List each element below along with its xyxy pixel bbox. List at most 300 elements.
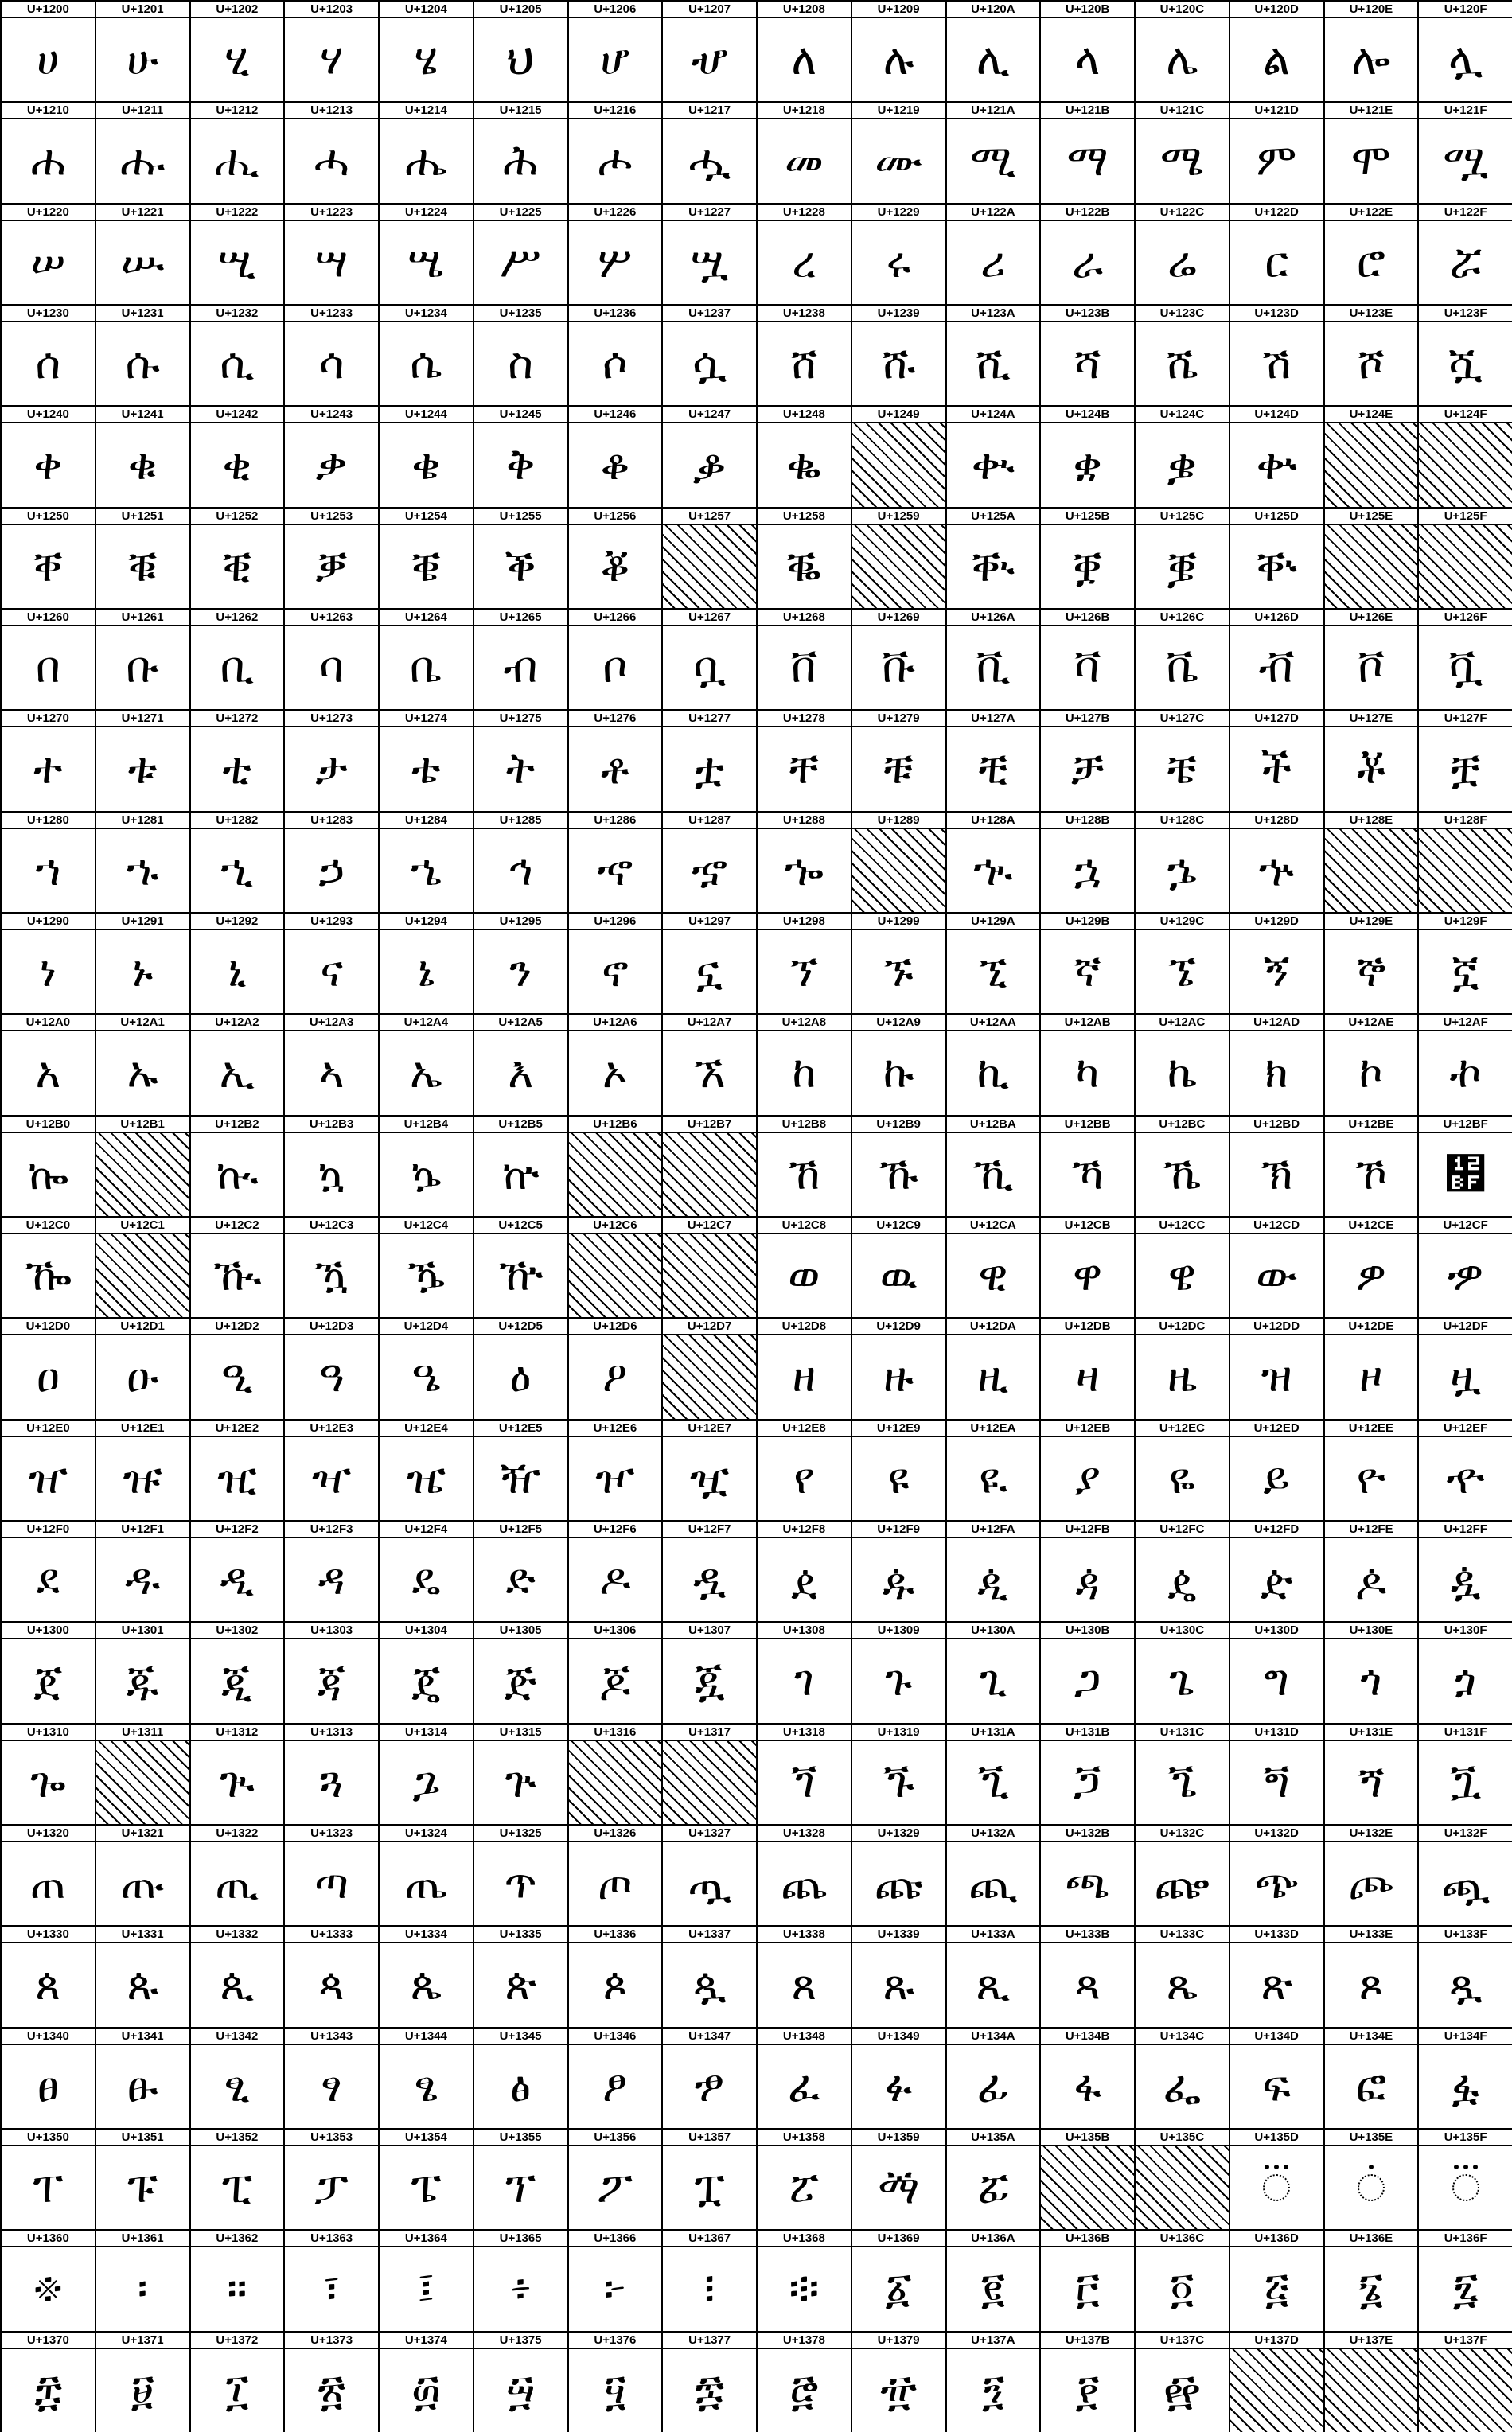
code-cell [945,405,1042,508]
code-cell [95,1317,191,1420]
code-cell [1417,811,1512,914]
ethiopic-glyph: እ [508,1047,534,1098]
code-point-label: U+12E6 [569,1421,662,1437]
ethiopic-glyph: ጁ [126,1655,159,1706]
ethiopic-glyph: ጣ [314,1858,349,1909]
code-point-label: U+1232 [191,306,284,322]
ethiopic-glyph: ፴ [411,2364,441,2415]
ethiopic-glyph: ፡ [137,2263,148,2314]
code-cell [283,1621,380,1724]
code-cell [283,1824,380,1927]
code-point-label: U+1308 [758,1623,851,1639]
code-point-label: U+12ED [1230,1421,1323,1437]
ethiopic-glyph: ፎ [1355,2060,1386,2111]
code-cell [189,1115,286,1218]
code-cell [567,1925,664,2028]
code-cell [945,1013,1042,1116]
ethiopic-glyph: ሽ [1261,338,1292,389]
code-cell [0,811,96,914]
code-point-label: U+1270 [2,711,95,727]
code-cell [1039,912,1136,1015]
ethiopic-glyph: ዚ [977,1351,1009,1402]
unassigned-hatch [1419,2349,1512,2432]
ethiopic-glyph: ፫ [1075,2263,1100,2314]
ethiopic-glyph: ፍ [1262,2060,1291,2111]
code-cell [1229,2229,1325,2332]
ethiopic-glyph: ሰ [35,338,61,389]
ethiopic-glyph: ቛ [1073,540,1103,591]
ethiopic-glyph: ሳ [318,338,345,389]
ethiopic-glyph: ዋ [1073,1250,1103,1301]
code-point-label: U+1344 [380,2029,473,2045]
code-cell [756,912,852,1015]
ethiopic-glyph: ኅ [508,844,533,895]
ethiopic-glyph: ሁ [127,34,159,85]
unassigned-hatch [663,525,756,608]
code-cell [1417,304,1512,407]
code-cell [756,2331,852,2432]
ethiopic-glyph: ፶ [603,2364,626,2415]
ethiopic-glyph: ቂ [222,439,252,490]
code-point-label: U+1211 [96,103,189,119]
code-point-label: U+1309 [852,1623,945,1639]
ethiopic-glyph: ኚ [979,946,1007,997]
ethiopic-glyph: ጺ [976,1959,1011,2010]
ethiopic-glyph: ዿ [1450,1554,1481,1605]
ethiopic-glyph: ዬ [1168,1452,1195,1503]
code-cell [1039,1216,1136,1319]
ethiopic-glyph: የ [793,1452,815,1503]
code-point-label: U+12BB [1041,1117,1134,1133]
code-cell [1134,1621,1230,1724]
code-cell [756,1419,852,1522]
ethiopic-glyph: ኲ [216,1148,259,1199]
code-point-label: U+1331 [96,1927,189,1943]
code-point-label: U+126B [1041,610,1134,626]
code-cell [661,1520,758,1623]
code-cell [756,1520,852,1623]
code-cell [1229,2331,1325,2432]
code-point-label: U+1225 [474,205,567,221]
ethiopic-glyph: ዅ [497,1250,544,1301]
combining-mark-glyph [1419,2146,1512,2229]
ethiopic-glyph: ፷ [694,2364,725,2415]
code-point-label: U+1281 [96,813,189,829]
code-cell [945,1115,1042,1218]
code-point-label: U+1231 [96,306,189,322]
code-cell [473,1723,569,1826]
code-point-label: U+1242 [191,407,284,423]
ethiopic-glyph: ቷ [695,743,725,794]
ethiopic-glyph: ጢ [215,1858,259,1909]
code-point-label: U+1292 [191,914,284,930]
code-point-label: U+1355 [474,2130,567,2146]
ethiopic-glyph: ኼ [1163,1148,1202,1199]
code-cell [661,1216,758,1319]
code-point-label: U+1249 [852,407,945,423]
ethiopic-glyph: በ [35,642,60,693]
code-cell [1229,507,1325,610]
ethiopic-glyph: ዃ [314,1250,349,1301]
code-point-label: U+1267 [663,610,756,626]
code-point-label: U+1370 [2,2333,95,2349]
code-point-label: U+1213 [285,103,378,119]
ethiopic-glyph: ዌ [1167,1250,1197,1301]
code-cell [1323,608,1420,711]
code-point-label: U+12BE [1325,1117,1418,1133]
ethiopic-glyph: ፓ [314,2162,349,2213]
ethiopic-glyph: ደ [36,1554,60,1605]
code-point-label: U+12D9 [852,1319,945,1335]
code-point-label: U+1218 [758,103,851,119]
code-cell [189,1216,286,1319]
code-point-label: U+124F [1419,407,1512,423]
code-point-label: U+1271 [96,711,189,727]
ethiopic-glyph: ቑ [127,540,158,591]
code-cell [756,1925,852,2028]
code-point-label: U+1379 [852,2333,945,2349]
code-point-label: U+12EF [1419,1421,1512,1437]
code-point-label: U+1228 [758,205,851,221]
code-cell [945,1216,1042,1319]
code-cell [945,507,1042,610]
code-cell [851,203,947,306]
ethiopic-glyph: ኹ [879,1148,918,1199]
code-cell [661,101,758,204]
code-point-label: U+137B [1041,2333,1134,2349]
ethiopic-glyph: ፰ [33,2364,63,2415]
ethiopic-glyph: ቼ [1167,743,1197,794]
ethiopic-glyph: ቋ [1073,439,1102,490]
unassigned-hatch [663,1741,756,1824]
code-cell [0,2027,96,2130]
code-cell [95,1216,191,1319]
ethiopic-glyph: ዷ [693,1554,727,1605]
code-cell [661,1419,758,1522]
code-point-label: U+1319 [852,1725,945,1741]
ethiopic-glyph: ፸ [789,2364,819,2415]
code-cell [756,101,852,204]
ethiopic-glyph: ኈ [784,844,824,895]
code-cell [1323,304,1420,407]
code-cell [283,405,380,508]
code-cell [189,1520,286,1623]
code-cell [378,1115,474,1218]
ethiopic-glyph: ሌ [1166,34,1198,85]
code-point-label: U+1310 [2,1725,95,1741]
code-point-label: U+134A [947,2029,1040,2045]
code-cell [756,1824,852,1927]
code-point-label: U+1341 [96,2029,189,2045]
code-point-label: U+12C7 [663,1218,756,1234]
code-point-label: U+12BC [1136,1117,1229,1133]
code-cell [1417,1520,1512,1623]
unassigned-hatch [1419,525,1512,608]
code-cell [1134,1925,1230,2028]
code-cell [1229,203,1325,306]
code-cell [1134,405,1230,508]
code-point-label: U+1375 [474,2333,567,2349]
code-cell [1323,1925,1420,2028]
code-point-label: U+12B1 [96,1117,189,1133]
code-cell [1134,2331,1230,2432]
code-point-label: U+1362 [191,2231,284,2247]
code-cell [283,101,380,204]
ethiopic-glyph: ጬ [1154,1858,1210,1909]
code-point-label: U+123A [947,306,1040,322]
code-point-label: U+12B6 [569,1117,662,1133]
code-cell [0,1925,96,2028]
code-cell [661,1824,758,1927]
code-point-label: U+1297 [663,914,756,930]
ethiopic-glyph: ዕ [509,1351,532,1402]
code-cell [95,1723,191,1826]
code-point-label: U+1219 [852,103,945,119]
code-point-label: U+1204 [380,2,473,18]
ethiopic-glyph: ጯ [1441,1858,1491,1909]
code-cell [95,608,191,711]
ethiopic-glyph: ፑ [127,2162,158,2213]
ethiopic-glyph: ዛ [1075,1351,1100,1402]
ethiopic-glyph: ገ [794,1655,814,1706]
code-cell [95,0,191,103]
code-point-label: U+1366 [569,2231,662,2247]
code-cell [567,709,664,812]
code-cell [95,304,191,407]
code-point-label: U+120A [947,2,1040,18]
ethiopic-glyph: ጎ [1360,1655,1382,1706]
ethiopic-glyph: ቔ [411,540,441,591]
code-point-label: U+1255 [474,509,567,525]
code-point-label: U+12F6 [569,1522,662,1538]
ethiopic-glyph: ዔ [411,1351,441,1402]
ethiopic-glyph: ሆ [600,34,630,85]
code-cell [567,1419,664,1522]
code-point-label: U+1290 [2,914,95,930]
dotted-circle-placeholder [1452,2174,1479,2201]
code-point-label: U+12CB [1041,1218,1134,1234]
ethiopic-glyph: ኗ [696,946,723,997]
code-cell [0,709,96,812]
code-cell [1039,1520,1136,1623]
code-cell [473,1824,569,1927]
code-point-label: U+130F [1419,1623,1512,1639]
code-point-label: U+1224 [380,205,473,221]
code-point-label: U+132A [947,1826,1040,1842]
code-point-label: U+12AA [947,1015,1040,1031]
code-point-label: U+122A [947,205,1040,221]
code-point-label: U+1268 [758,610,851,626]
code-point-label: U+131C [1136,1725,1229,1741]
ethiopic-glyph: ፁ [127,2060,158,2111]
ethiopic-glyph: ፃ [321,2060,342,2111]
code-point-label: U+1377 [663,2333,756,2349]
code-cell [851,304,947,407]
code-cell [851,1925,947,2028]
code-point-label: U+1253 [285,509,378,525]
ethiopic-glyph: ኺ [972,1148,1014,1199]
code-point-label: U+136D [1230,2231,1323,2247]
code-point-label: U+1261 [96,610,189,626]
code-point-label: U+12A8 [758,1015,851,1031]
ethiopic-glyph: ቪ [976,642,1011,693]
code-point-label: U+1295 [474,914,567,930]
code-point-label: U+1302 [191,1623,284,1639]
code-point-label: U+1321 [96,1826,189,1842]
code-cell [189,1723,286,1826]
code-point-label: U+1215 [474,103,567,119]
ethiopic-glyph: ዻ [1075,1554,1100,1605]
ethiopic-glyph: ጸ [791,1959,817,2010]
code-cell [945,2027,1042,2130]
ethiopic-glyph: ፈ [788,2060,820,2111]
code-cell [661,1723,758,1826]
code-point-label: U+1233 [285,306,378,322]
ethiopic-glyph: ዙ [883,1351,914,1402]
code-cell [283,304,380,407]
code-cell [189,405,286,508]
code-point-label: U+1329 [852,1826,945,1842]
code-point-label: U+1275 [474,711,567,727]
code-cell [567,1824,664,1927]
code-point-label: U+121A [947,103,1040,119]
code-point-label: U+1263 [285,610,378,626]
code-point-label: U+136A [947,2231,1040,2247]
code-cell [945,912,1042,1015]
code-cell [661,405,758,508]
ethiopic-glyph: ሜ [1159,135,1204,186]
code-cell [1229,1115,1325,1218]
code-point-label: U+132F [1419,1826,1512,1842]
ethiopic-glyph: ዓ [318,1351,345,1402]
code-point-label: U+1293 [285,914,378,930]
ethiopic-glyph: ሤ [407,236,445,287]
ethiopic-glyph: ቕ [505,540,536,591]
ethiopic-glyph: ው [1256,1250,1298,1301]
unassigned-hatch [852,829,945,912]
code-cell [851,811,947,914]
ethiopic-glyph: ቹ [883,743,914,794]
ethiopic-glyph: ፐ [33,2162,64,2213]
code-point-label: U+12DD [1230,1319,1323,1335]
code-cell [756,2229,852,2332]
code-cell [851,709,947,812]
code-point-label: U+122F [1419,205,1512,221]
code-point-label: U+1280 [2,813,95,829]
ethiopic-glyph: ፩ [885,2263,912,2314]
code-cell [567,304,664,407]
code-cell [1417,2027,1512,2130]
ethiopic-glyph: ኮ [1358,1047,1383,1098]
ethiopic-glyph: ፨ [789,2263,820,2314]
ethiopic-glyph: ሏ [1448,34,1483,85]
code-cell [567,1317,664,1420]
ethiopic-glyph: ኁ [126,844,159,895]
code-point-label: U+134E [1325,2029,1418,2045]
code-point-label: U+1276 [569,711,662,727]
code-point-label: U+1343 [285,2029,378,2045]
code-cell [1323,2128,1420,2231]
code-cell [473,0,569,103]
code-cell [95,2027,191,2130]
code-cell [1417,608,1512,711]
ethiopic-glyph: ቧ [693,642,726,693]
code-point-label: U+1241 [96,407,189,423]
code-point-label: U+12CD [1230,1218,1323,1234]
ethiopic-glyph: ጧ [688,1858,731,1909]
ethiopic-glyph: ኑ [132,946,154,997]
ethiopic-glyph: ፔ [411,2162,442,2213]
code-cell [378,1013,474,1116]
code-point-label: U+1252 [191,509,284,525]
code-cell [1417,1115,1512,1218]
code-cell [473,1013,569,1116]
code-cell [851,608,947,711]
code-point-label: U+125B [1041,509,1134,525]
code-point-label: U+12AE [1325,1015,1418,1031]
code-cell [1323,2331,1420,2432]
ethiopic-glyph: ፆ [602,2060,628,2111]
code-point-label: U+1320 [2,1826,95,1842]
code-cell [283,1419,380,1522]
ethiopic-glyph: ቅ [505,439,536,490]
ethiopic-glyph: ሥ [500,236,541,287]
ethiopic-glyph: ጪ [968,1858,1018,1909]
code-cell [1039,203,1136,306]
code-point-label: U+1300 [2,1623,95,1639]
code-point-label: U+121F [1419,103,1512,119]
ethiopic-glyph: ፋ [1074,2060,1101,2111]
code-cell [473,2128,569,2231]
ethiopic-glyph: ፭ [1264,2263,1289,2314]
code-point-label: U+12A6 [569,1015,662,1031]
code-point-label: U+12AF [1419,1015,1512,1031]
ethiopic-glyph: ሱ [125,338,160,389]
code-cell [0,1115,96,1218]
code-cell [473,2027,569,2130]
code-cell [0,1723,96,1826]
code-point-label: U+12AC [1136,1015,1229,1031]
code-cell [189,2027,286,2130]
code-cell [661,0,758,103]
code-point-label: U+1367 [663,2231,756,2247]
code-cell [661,912,758,1015]
code-point-label: U+12B9 [852,1117,945,1133]
ethiopic-glyph: ፂ [224,2060,250,2111]
ethiopic-glyph: ቲ [222,743,252,794]
ethiopic-glyph: ዂ [212,1250,262,1301]
code-cell [661,2027,758,2130]
code-point-label: U+131D [1230,1725,1323,1741]
code-cell [473,1520,569,1623]
unassigned-hatch [569,1234,662,1317]
code-cell [189,1824,286,1927]
unassigned-hatch [1041,2146,1134,2229]
ethiopic-glyph: ዴ [411,1554,441,1605]
ethiopic-glyph: ሕ [503,135,539,186]
code-point-label: U+133D [1230,1927,1323,1943]
code-cell [661,1115,758,1218]
code-point-label: U+130B [1041,1623,1134,1639]
ethiopic-glyph: ሉ [883,34,914,85]
unassigned-hatch [1325,525,1418,608]
code-point-label: U+1248 [758,407,851,423]
ethiopic-glyph: ዝ [1261,1351,1292,1402]
ethiopic-glyph: ጞ [1357,1756,1385,1807]
code-point-label: U+127C [1136,711,1229,727]
ethiopic-glyph: ኋ [1074,844,1101,895]
ethiopic-glyph: ች [1261,743,1292,794]
